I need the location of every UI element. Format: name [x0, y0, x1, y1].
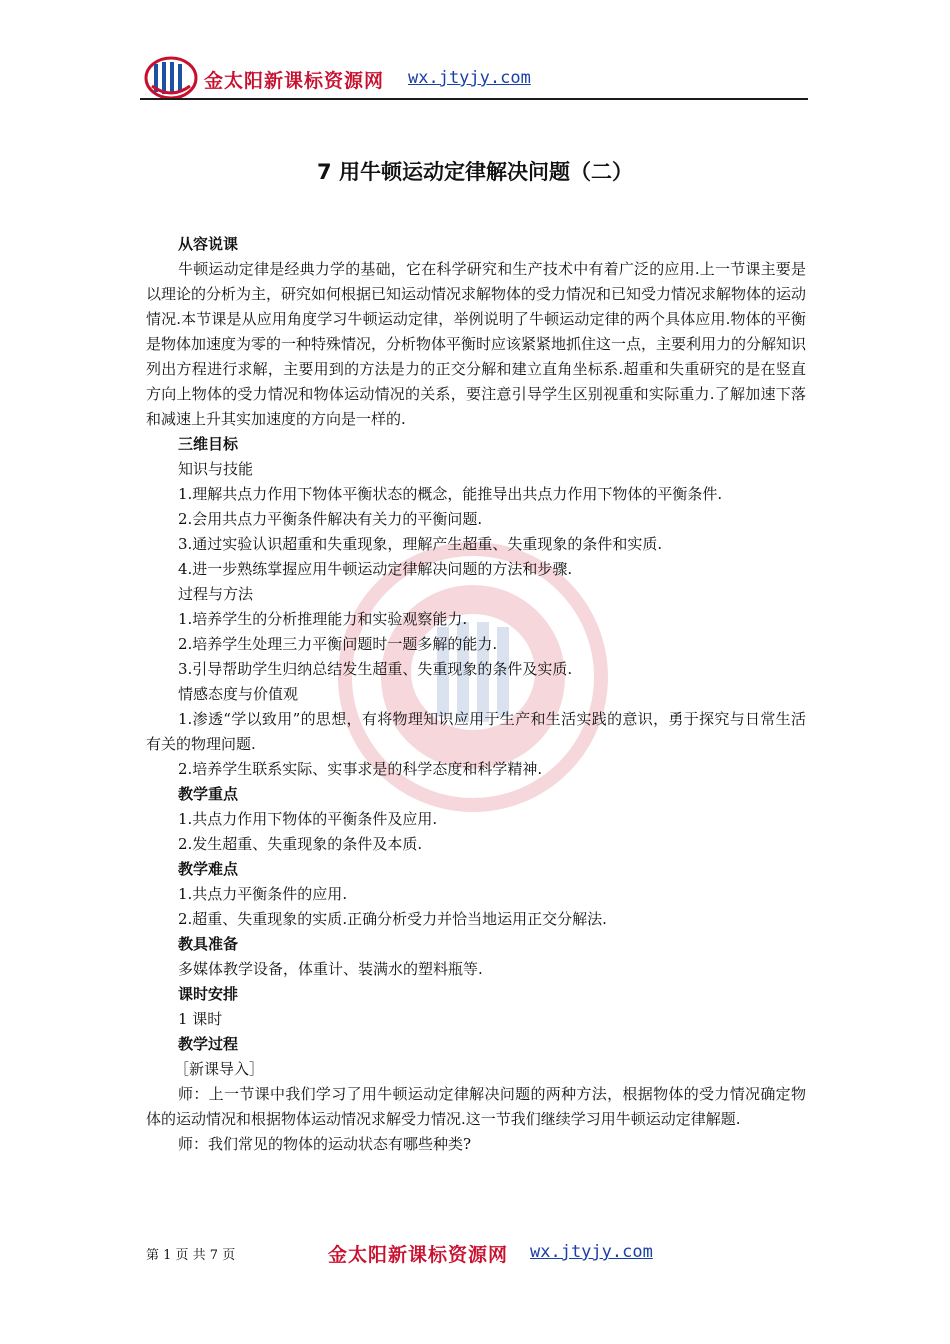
list-item: 3.通过实验认识超重和失重现象，理解产生超重、失重现象的条件和实质.	[178, 535, 663, 553]
section-heading: 教学难点	[178, 860, 239, 878]
subsection-heading: 情感态度与价值观	[178, 685, 299, 703]
list-item: 1.共点力作用下物体的平衡条件及应用.	[178, 810, 438, 828]
list-item: 1.培养学生的分析推理能力和实验观察能力.	[178, 610, 468, 628]
paragraph: 师：我们常见的物体的运动状态有哪些种类?	[178, 1135, 472, 1153]
footer-url-link[interactable]: wx.jtyjy.com	[530, 1242, 653, 1262]
subsection-heading: ［新课导入］	[174, 1060, 265, 1078]
list-item: 2.发生超重、失重现象的条件及本质.	[178, 835, 423, 853]
subsection-heading: 过程与方法	[178, 585, 254, 603]
section-heading: 从容说课	[178, 235, 239, 253]
page-title: 7 用牛顿运动定律解决问题（二）	[317, 160, 633, 184]
list-item: 2.会用共点力平衡条件解决有关力的平衡问题.	[178, 510, 483, 528]
list-item: 3.引导帮助学生归纳总结发生超重、失重现象的条件及实质.	[178, 660, 573, 678]
list-item: 4.进一步熟练掌握应用牛顿运动定律解决问题的方法和步骤.	[178, 560, 573, 578]
paragraph: 1 课时	[178, 1010, 223, 1028]
paragraph: 多媒体教学设备，体重计、装满水的塑料瓶等.	[178, 960, 483, 978]
list-item: 2.培养学生联系实际、实事求是的科学态度和科学精神.	[178, 760, 543, 778]
list-item: 1.理解共点力作用下物体平衡状态的概念，能推导出共点力作用下物体的平衡条件.	[178, 485, 723, 503]
header-url-link[interactable]: wx.jtyjy.com	[408, 68, 531, 88]
list-item: 1.共点力平衡条件的应用.	[178, 885, 348, 903]
jty-logo-icon	[144, 56, 198, 100]
document-body	[146, 232, 806, 1157]
section-heading: 教学重点	[178, 785, 239, 803]
section-heading: 课时安排	[178, 985, 239, 1003]
page-header	[140, 56, 808, 102]
list-item: 2.超重、失重现象的实质.正确分析受力并恰当地运用正交分解法.	[178, 910, 607, 928]
subsection-heading: 知识与技能	[178, 460, 254, 478]
list-item: 1.渗透“学以致用”的思想，有将物理知识应用于生产和生活实践的意识，勇于探究与日常生活有关的物理问题.	[146, 710, 806, 753]
page-number: 第 1 页 共 7 页	[146, 1248, 236, 1263]
paragraph: 师：上一节课中我们学习了用牛顿运动定律解决问题的两种方法，根据物体的受力情况确定物体的运动情况和根据物体运动情况求解受力情况.这一节我们继续学习用牛顿运动定律解题.	[146, 1085, 806, 1128]
section-heading: 教学过程	[178, 1035, 239, 1053]
section-heading: 三维目标	[178, 435, 239, 453]
section-heading: 教具准备	[178, 935, 239, 953]
header-rule	[140, 98, 808, 100]
paragraph: 牛顿运动定律是经典力学的基础，它在科学研究和生产技术中有着广泛的应用.上一节课主要是以理论的分析为主，研究如何根据已知运动情况求解物体的受力情况和已知受力情况求解物体的运动情况.本节课是从应用角度学习牛顿运动定律，举例说明了牛顿运动定律的两个具体应用.物体的平衡是物体加速度为零的一种特殊情况，分析物体平衡时应该紧紧地抓住这一点，主要利用力的分解知识列出方程进行求解，主要用到的方法是力的正交分解和建立直角坐标系.超重和失重研究的是在竖直方向上物体的受力情况和物体运动情况的关系，要注意引导学生区别视重和实际重力.了解加速下落和减速上升其实加速度的方向是一样的.	[146, 260, 807, 428]
header-brand: 金太阳新课标资源网	[204, 70, 385, 92]
page-footer	[140, 1236, 808, 1266]
list-item: 2.培养学生处理三力平衡问题时一题多解的能力.	[178, 635, 498, 653]
footer-brand: 金太阳新课标资源网	[328, 1244, 509, 1266]
